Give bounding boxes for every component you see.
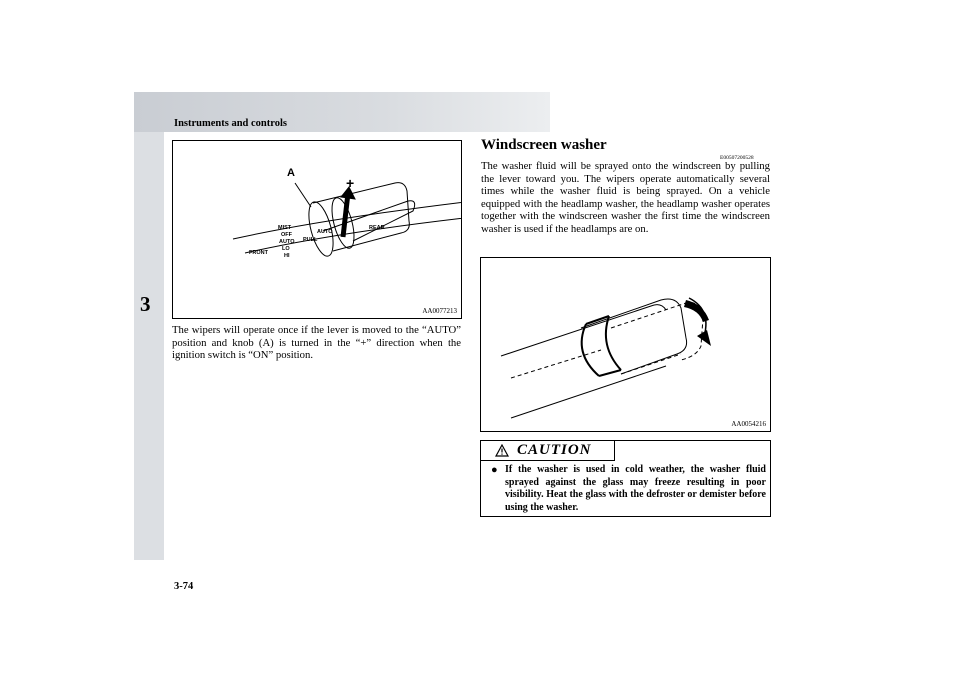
section-title: Instruments and controls bbox=[174, 118, 287, 129]
label-auto: AUTO bbox=[279, 239, 295, 245]
washer-heading: Windscreen washer bbox=[481, 137, 607, 153]
caution-message: If the washer is used in cold weather, the washer fluid sprayed against the glass may freeze resulting in poor visibility. Heat the glass with the defroster or demister before using the washer. bbox=[505, 464, 766, 513]
washer-description: The washer fluid will be sprayed onto the windscreen by pulling the lever toward you. The wipers operate automatically several times while the washer fluid is being sprayed. On a vehicle equipped with the headlamp washer, the headlamp washer operates together with the windscreen washer the first time the windscreen washer is used if the headlamps are on. bbox=[481, 160, 770, 235]
label-lo: LO bbox=[282, 246, 290, 252]
label-hi: HI bbox=[284, 253, 290, 259]
page-number: 3-74 bbox=[174, 581, 194, 592]
figure-code: AA0054216 bbox=[731, 420, 766, 428]
chapter-tab bbox=[134, 132, 164, 560]
wiper-lever-figure bbox=[172, 140, 462, 319]
washer-lever-illustration bbox=[481, 258, 770, 431]
label-auto-knob: AUTO bbox=[317, 229, 333, 235]
caution-title: CAUTION bbox=[517, 442, 592, 458]
auto-wiper-description: The wipers will operate once if the lever is moved to the “AUTO” position and knob (A) is turned in the “+” direction when the ignition switch is “ON” position. bbox=[172, 324, 461, 362]
label-rear: REAR bbox=[369, 225, 385, 231]
label-a: A bbox=[287, 167, 295, 179]
warning-triangle-icon bbox=[495, 444, 509, 457]
label-pull: PULL bbox=[303, 237, 318, 243]
label-front: FRONT bbox=[249, 250, 268, 256]
label-mist: MIST bbox=[278, 225, 292, 231]
caution-header bbox=[481, 441, 615, 461]
figure-code: AA0077213 bbox=[422, 307, 457, 315]
caution-text bbox=[491, 464, 766, 514]
reference-code: E00507200528 bbox=[720, 155, 754, 161]
washer-lever-figure bbox=[480, 257, 771, 432]
caution-box bbox=[480, 440, 771, 517]
label-plus: + bbox=[346, 175, 355, 191]
bullet-icon: ● bbox=[491, 464, 498, 476]
chapter-number: 3 bbox=[140, 292, 151, 316]
label-off: OFF bbox=[281, 232, 292, 238]
wiper-lever-illustration bbox=[173, 141, 461, 318]
